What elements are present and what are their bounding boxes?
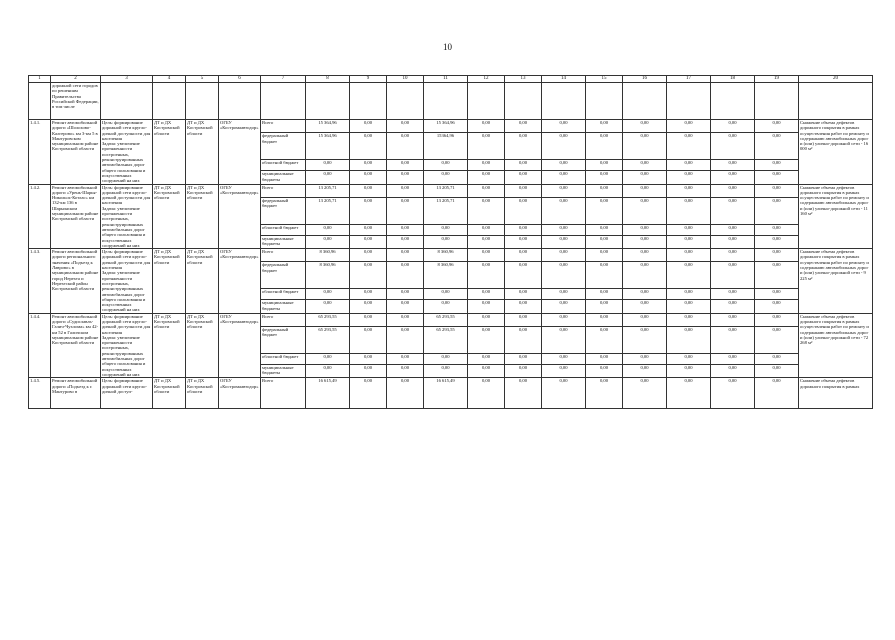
- amount-cell: 0,00: [667, 171, 711, 184]
- column-header-7: 7: [261, 76, 306, 83]
- amount-cell: 0,00: [755, 197, 799, 224]
- funding-source: областной бюджет: [261, 224, 306, 235]
- amount-cell: 0,00: [623, 262, 667, 289]
- amount-cell: 0,00: [711, 171, 755, 184]
- amount-cell: 0,00: [306, 224, 350, 235]
- executor-1: ДТ и ДХ Костромской области: [186, 120, 219, 185]
- amount-cell: 0,00: [350, 364, 387, 377]
- amount-cell: 0,00: [542, 120, 586, 133]
- funding-source: Всего: [261, 249, 306, 262]
- amount-cell: 0,00: [350, 184, 387, 197]
- amount-cell: 0,00: [350, 249, 387, 262]
- amount-cell: 0,00: [387, 171, 424, 184]
- amount-cell: 0,00: [350, 313, 387, 326]
- amount-cell: 0,00: [586, 327, 623, 354]
- amount-cell: 0,00: [468, 327, 505, 354]
- column-header-2: 2: [51, 76, 101, 83]
- amount-cell: 0,00: [424, 171, 468, 184]
- amount-cell: 0,00: [667, 159, 711, 170]
- amount-cell: 0,00: [306, 235, 350, 248]
- amount-cell: 0,00: [468, 171, 505, 184]
- amount-cell: 0,00: [755, 313, 799, 326]
- amount-cell: 15 364,96: [306, 133, 350, 160]
- amount-cell: 0,00: [667, 289, 711, 300]
- amount-cell: 0,00: [711, 378, 755, 409]
- amount-cell: 0,00: [542, 171, 586, 184]
- executor-1: ДТ и ДХ Костромской области: [186, 249, 219, 314]
- amount-cell: 0,00: [623, 300, 667, 313]
- amount-cell: 0,00: [586, 353, 623, 364]
- amount-cell: 0,00: [755, 300, 799, 313]
- amount-cell: 0,00: [755, 327, 799, 354]
- amount-cell: 0,00: [623, 249, 667, 262]
- amount-cell: 0,00: [667, 235, 711, 248]
- program-table: [28, 75, 873, 409]
- funding-source: Всего: [261, 120, 306, 133]
- funding-source: федеральный бюджет: [261, 262, 306, 289]
- expected-result: Снижение объема дефектов дорожного покрытия в рамках: [799, 378, 873, 409]
- funding-source: Всего: [261, 184, 306, 197]
- expected-result: Снижение объема дефектов дорожного покрытия в рамках осуществления работ по ремонту и содержанию автомобильных дорог и (или) улично-дорожной сети - 9 225 м²: [799, 249, 873, 314]
- object-name: Ремонт автомобильной дороги «Судиславль-Галич-Чухлома» км 42-км 52 в Галичском муниципальном районе Костромской области: [51, 313, 101, 378]
- funding-source: муниципальные бюджеты: [261, 364, 306, 377]
- amount-cell: 0,00: [387, 184, 424, 197]
- amount-cell: 0,00: [755, 378, 799, 409]
- executor-2: ОГБУ «Костромаавтодор»: [219, 120, 261, 185]
- amount-cell: 0,00: [586, 224, 623, 235]
- amount-cell: 0,00: [350, 159, 387, 170]
- amount-cell: 0,00: [468, 120, 505, 133]
- amount-cell: 0,00: [468, 300, 505, 313]
- amount-cell: 0,00: [623, 353, 667, 364]
- continuation-row: [29, 83, 873, 120]
- amount-cell: 0,00: [387, 224, 424, 235]
- amount-cell: 0,00: [424, 289, 468, 300]
- amount-cell: 0,00: [755, 171, 799, 184]
- amount-cell: 0,00: [755, 184, 799, 197]
- amount-cell: 0,00: [306, 364, 350, 377]
- amount-cell: 0,00: [424, 364, 468, 377]
- funding-source: муниципальные бюджеты: [261, 171, 306, 184]
- amount-cell: 0,00: [623, 313, 667, 326]
- amount-cell: 0,00: [387, 378, 424, 409]
- amount-cell: 0,00: [542, 235, 586, 248]
- amount-cell: 0,00: [711, 353, 755, 364]
- amount-cell: 0,00: [711, 133, 755, 160]
- column-header-14: 14: [542, 76, 586, 83]
- column-header-row: [29, 76, 873, 83]
- funding-source: федеральный бюджет: [261, 327, 306, 354]
- column-header-15: 15: [586, 76, 623, 83]
- amount-cell: 0,00: [505, 224, 542, 235]
- amount-cell: 0,00: [667, 184, 711, 197]
- amount-cell: 0,00: [623, 327, 667, 354]
- amount-cell: 0,00: [711, 184, 755, 197]
- amount-cell: 0,00: [667, 224, 711, 235]
- amount-cell: 0,00: [623, 184, 667, 197]
- amount-cell: 0,00: [755, 159, 799, 170]
- executor-2: ОГБУ «Костромаавтодор»: [219, 249, 261, 314]
- column-header-16: 16: [623, 76, 667, 83]
- amount-cell: 0,00: [755, 289, 799, 300]
- amount-cell: 0,00: [755, 133, 799, 160]
- funding-source: федеральный бюджет: [261, 197, 306, 224]
- amount-cell: 0,00: [542, 184, 586, 197]
- amount-cell: 0,00: [505, 353, 542, 364]
- amount-cell: 0,00: [711, 120, 755, 133]
- amount-cell: 0,00: [667, 262, 711, 289]
- row-number: 1.4.5.: [29, 378, 51, 409]
- amount-cell: 0,00: [755, 262, 799, 289]
- amount-cell: 0,00: [542, 300, 586, 313]
- object-name: Ремонт автомобильной дороги регионального значения «Подъезд к Лаврово» в муниципальном районе город Нерехта и Нерехтский район Костромской области: [51, 249, 101, 314]
- row-number: 1.4.1.: [29, 120, 51, 185]
- amount-cell: 0,00: [542, 289, 586, 300]
- amount-cell: 0,00: [755, 120, 799, 133]
- amount-cell: 0,00: [424, 235, 468, 248]
- table-row: [29, 313, 873, 326]
- amount-cell: 0,00: [424, 224, 468, 235]
- amount-cell: 0,00: [387, 120, 424, 133]
- amount-cell: 0,00: [350, 235, 387, 248]
- table-row: [29, 120, 873, 133]
- customer: ДТ и ДХ Костромской области: [153, 249, 186, 314]
- amount-cell: 13 205,71: [424, 197, 468, 224]
- column-header-1: 1: [29, 76, 51, 83]
- column-header-3: 3: [101, 76, 153, 83]
- amount-cell: 0,00: [505, 300, 542, 313]
- amount-cell: 0,00: [387, 262, 424, 289]
- amount-cell: 0,00: [468, 235, 505, 248]
- amount-cell: 15364,96: [424, 133, 468, 160]
- amount-cell: 0,00: [306, 300, 350, 313]
- funding-source: Всего: [261, 313, 306, 326]
- amount-cell: 0,00: [468, 353, 505, 364]
- amount-cell: 65 293,55: [424, 327, 468, 354]
- column-header-18: 18: [711, 76, 755, 83]
- amount-cell: 0,00: [586, 120, 623, 133]
- amount-cell: 0,00: [586, 249, 623, 262]
- object-name: Ремонт автомобильной дороги «Урень-Шарья-Никольск-Котлас» км 132-км 136 в Шарьинском муниципальном районе Костромской области: [51, 184, 101, 249]
- amount-cell: 0,00: [350, 224, 387, 235]
- amount-cell: 0,00: [755, 235, 799, 248]
- column-header-6: 6: [219, 76, 261, 83]
- column-header-17: 17: [667, 76, 711, 83]
- amount-cell: 0,00: [586, 159, 623, 170]
- amount-cell: 0,00: [623, 159, 667, 170]
- amount-cell: 65 293,55: [306, 327, 350, 354]
- amount-cell: 0,00: [667, 300, 711, 313]
- column-header-11: 11: [424, 76, 468, 83]
- amount-cell: 13 205,71: [306, 197, 350, 224]
- amount-cell: 0,00: [387, 364, 424, 377]
- amount-cell: 0,00: [387, 159, 424, 170]
- goal-tasks: Цель: формирование дорожной сети кругло-дичной доступности для населения Задача: увеличение протяженности построенных, реконструированных автомобильных дорог общего пользования и искусственных сооружений на них: [101, 249, 153, 314]
- funding-source: Всего: [261, 378, 306, 409]
- amount-cell: 0,00: [505, 289, 542, 300]
- amount-cell: 0,00: [468, 313, 505, 326]
- amount-cell: 0,00: [505, 184, 542, 197]
- amount-cell: 0,00: [468, 133, 505, 160]
- amount-cell: 0,00: [505, 133, 542, 160]
- amount-cell: 0,00: [667, 133, 711, 160]
- amount-cell: 0,00: [542, 249, 586, 262]
- amount-cell: 0,00: [542, 327, 586, 354]
- goal-tasks: Цель: формирование дорожной сети кругло-дичной доступности для населения Задача: увеличение протяженности построенных, реконструированных автомобильных дорог общего пользования и искусственных сооружений на них: [101, 120, 153, 185]
- amount-cell: 0,00: [711, 159, 755, 170]
- amount-cell: 0,00: [468, 378, 505, 409]
- amount-cell: 0,00: [542, 364, 586, 377]
- amount-cell: 0,00: [586, 171, 623, 184]
- amount-cell: 0,00: [542, 353, 586, 364]
- amount-cell: 0,00: [350, 289, 387, 300]
- amount-cell: 0,00: [387, 249, 424, 262]
- column-header-8: 8: [306, 76, 350, 83]
- amount-cell: 0,00: [468, 224, 505, 235]
- amount-cell: 0,00: [755, 353, 799, 364]
- amount-cell: 0,00: [350, 171, 387, 184]
- amount-cell: 0,00: [711, 327, 755, 354]
- amount-cell: 0,00: [505, 120, 542, 133]
- goal-tasks: Цель: формирование дорожной сети кругло-дичной доступности для населения Задача: увеличение протяженности построенных, реконструированных автомобильных дорог общего пользования и искусственных сооружений на них: [101, 184, 153, 249]
- column-header-10: 10: [387, 76, 424, 83]
- funding-source: областной бюджет: [261, 159, 306, 170]
- column-header-4: 4: [153, 76, 186, 83]
- amount-cell: 0,00: [623, 235, 667, 248]
- amount-cell: 0,00: [542, 262, 586, 289]
- amount-cell: 0,00: [711, 249, 755, 262]
- row-number: 1.4.3.: [29, 249, 51, 314]
- object-name: Ремонт автомобильной дороги «Подъезд к г. Мантурово в: [51, 378, 101, 409]
- amount-cell: 0,00: [505, 171, 542, 184]
- expected-result: Снижение объема дефектов дорожного покрытия в рамках осуществления работ по ремонту и содержанию автомобильных дорог и (или) улично-дорожной сети - 11 160 м²: [799, 184, 873, 249]
- column-header-20: 20: [799, 76, 873, 83]
- amount-cell: 0,00: [623, 171, 667, 184]
- amount-cell: 0,00: [623, 197, 667, 224]
- goal-tasks: Цель: формирование дорожной сети кругло-дичной доступ-: [101, 378, 153, 409]
- amount-cell: 0,00: [711, 197, 755, 224]
- amount-cell: 0,00: [667, 353, 711, 364]
- amount-cell: 0,00: [623, 378, 667, 409]
- amount-cell: 0,00: [586, 364, 623, 377]
- column-header-9: 9: [350, 76, 387, 83]
- amount-cell: 0,00: [387, 300, 424, 313]
- amount-cell: 0,00: [586, 300, 623, 313]
- funding-source: муниципальные бюджеты: [261, 300, 306, 313]
- table-row: [29, 378, 873, 409]
- amount-cell: 0,00: [586, 184, 623, 197]
- amount-cell: 0,00: [424, 353, 468, 364]
- amount-cell: 0,00: [542, 197, 586, 224]
- amount-cell: 0,00: [586, 289, 623, 300]
- amount-cell: 8 360,96: [306, 249, 350, 262]
- amount-cell: 0,00: [667, 364, 711, 377]
- amount-cell: 0,00: [424, 159, 468, 170]
- executor-1: ДТ и ДХ Костромской области: [186, 378, 219, 409]
- amount-cell: 16 615,49: [306, 378, 350, 409]
- amount-cell: 0,00: [586, 133, 623, 160]
- amount-cell: 13 205,71: [306, 184, 350, 197]
- amount-cell: 0,00: [623, 224, 667, 235]
- amount-cell: 0,00: [505, 159, 542, 170]
- goal-tasks: Цель: формирование дорожной сети кругло-дичной доступности для населения Задача: увеличение протяженности построенных, реконструированных автомобильных дорог общего пользования и искусственных сооружений на них: [101, 313, 153, 378]
- executor-2: ОГБУ «Костромаавтодор»: [219, 184, 261, 249]
- row-number: 1.4.2.: [29, 184, 51, 249]
- amount-cell: 0,00: [505, 235, 542, 248]
- amount-cell: 0,00: [542, 378, 586, 409]
- amount-cell: 0,00: [711, 300, 755, 313]
- amount-cell: 0,00: [667, 197, 711, 224]
- amount-cell: 0,00: [667, 378, 711, 409]
- amount-cell: 0,00: [755, 364, 799, 377]
- amount-cell: 0,00: [623, 133, 667, 160]
- amount-cell: 16 615,49: [424, 378, 468, 409]
- amount-cell: 0,00: [505, 313, 542, 326]
- amount-cell: 13 205,71: [424, 184, 468, 197]
- amount-cell: 0,00: [711, 289, 755, 300]
- amount-cell: 0,00: [586, 313, 623, 326]
- executor-1: ДТ и ДХ Костромской области: [186, 184, 219, 249]
- amount-cell: 0,00: [505, 378, 542, 409]
- funding-source: муниципальные бюджеты: [261, 235, 306, 248]
- amount-cell: 15 364,96: [306, 120, 350, 133]
- amount-cell: 0,00: [350, 353, 387, 364]
- amount-cell: 0,00: [424, 300, 468, 313]
- customer: ДТ и ДХ Костромской области: [153, 120, 186, 185]
- amount-cell: 0,00: [667, 249, 711, 262]
- amount-cell: 0,00: [350, 197, 387, 224]
- amount-cell: 0,00: [505, 249, 542, 262]
- amount-cell: 0,00: [542, 133, 586, 160]
- amount-cell: 0,00: [542, 159, 586, 170]
- customer: ДТ и ДХ Костромской области: [153, 378, 186, 409]
- continuation-text: дорожной сети городов по решениям Правительства Российской Федерации, в том числе: [51, 83, 101, 120]
- table-row: [29, 184, 873, 197]
- amount-cell: 0,00: [350, 327, 387, 354]
- amount-cell: 0,00: [387, 197, 424, 224]
- amount-cell: 0,00: [350, 262, 387, 289]
- amount-cell: 15 364,96: [424, 120, 468, 133]
- object-name: Ремонт автомобильной дороги «Шолохово-Калгерово» км 3-км 5 в Мантуровском муниципальном районе Костромской области: [51, 120, 101, 185]
- amount-cell: 0,00: [711, 235, 755, 248]
- amount-cell: 0,00: [306, 353, 350, 364]
- amount-cell: 0,00: [711, 313, 755, 326]
- amount-cell: 0,00: [542, 224, 586, 235]
- amount-cell: 0,00: [350, 300, 387, 313]
- amount-cell: 0,00: [387, 289, 424, 300]
- amount-cell: 0,00: [468, 249, 505, 262]
- amount-cell: 0,00: [667, 313, 711, 326]
- funding-source: областной бюджет: [261, 353, 306, 364]
- amount-cell: 0,00: [387, 327, 424, 354]
- amount-cell: 0,00: [505, 262, 542, 289]
- amount-cell: 8 360,96: [424, 262, 468, 289]
- amount-cell: 0,00: [586, 197, 623, 224]
- amount-cell: 0,00: [387, 313, 424, 326]
- amount-cell: 8 360,96: [424, 249, 468, 262]
- amount-cell: 0,00: [350, 378, 387, 409]
- amount-cell: 0,00: [623, 289, 667, 300]
- customer: ДТ и ДХ Костромской области: [153, 313, 186, 378]
- amount-cell: 0,00: [623, 364, 667, 377]
- amount-cell: 0,00: [542, 313, 586, 326]
- funding-source: федеральный бюджет: [261, 133, 306, 160]
- amount-cell: 0,00: [468, 159, 505, 170]
- amount-cell: 0,00: [306, 171, 350, 184]
- amount-cell: 0,00: [468, 289, 505, 300]
- amount-cell: 0,00: [586, 262, 623, 289]
- expected-result: Снижение объема дефектов дорожного покрытия в рамках осуществления работ по ремонту и содержанию автомобильных дорог и (или) улично-дорожной сети - 16 000 м²: [799, 120, 873, 185]
- amount-cell: 0,00: [505, 327, 542, 354]
- amount-cell: 0,00: [468, 184, 505, 197]
- executor-1: ДТ и ДХ Костромской области: [186, 313, 219, 378]
- amount-cell: 0,00: [306, 289, 350, 300]
- executor-2: ОГБУ «Костромаавтодор»: [219, 378, 261, 409]
- amount-cell: 0,00: [667, 120, 711, 133]
- amount-cell: 0,00: [711, 364, 755, 377]
- row-number: 1.4.4.: [29, 313, 51, 378]
- table-row: [29, 249, 873, 262]
- expected-result: Снижение объема дефектов дорожного покрытия в рамках осуществления работ по ремонту и содержанию автомобильных дорог и (или) улично-дорожной сети - 72 268 м²: [799, 313, 873, 378]
- column-header-19: 19: [755, 76, 799, 83]
- amount-cell: 0,00: [755, 224, 799, 235]
- amount-cell: 0,00: [468, 197, 505, 224]
- amount-cell: 0,00: [623, 120, 667, 133]
- amount-cell: 0,00: [350, 120, 387, 133]
- amount-cell: 0,00: [586, 235, 623, 248]
- amount-cell: 0,00: [468, 262, 505, 289]
- amount-cell: 0,00: [468, 364, 505, 377]
- amount-cell: 0,00: [387, 235, 424, 248]
- amount-cell: 0,00: [505, 364, 542, 377]
- amount-cell: 0,00: [755, 249, 799, 262]
- amount-cell: 0,00: [667, 327, 711, 354]
- amount-cell: 0,00: [350, 133, 387, 160]
- amount-cell: 0,00: [586, 378, 623, 409]
- column-header-12: 12: [468, 76, 505, 83]
- executor-2: ОГБУ «Костромаавтодор»: [219, 313, 261, 378]
- column-header-5: 5: [186, 76, 219, 83]
- amount-cell: 0,00: [711, 262, 755, 289]
- amount-cell: 0,00: [505, 197, 542, 224]
- amount-cell: 0,00: [387, 133, 424, 160]
- amount-cell: 65 293,55: [424, 313, 468, 326]
- page-number: 10: [443, 42, 452, 52]
- amount-cell: 0,00: [387, 353, 424, 364]
- funding-source: областной бюджет: [261, 289, 306, 300]
- column-header-13: 13: [505, 76, 542, 83]
- amount-cell: 65 293,55: [306, 313, 350, 326]
- amount-cell: 0,00: [306, 159, 350, 170]
- amount-cell: 8 360,96: [306, 262, 350, 289]
- amount-cell: 0,00: [711, 224, 755, 235]
- customer: ДТ и ДХ Костромской области: [153, 184, 186, 249]
